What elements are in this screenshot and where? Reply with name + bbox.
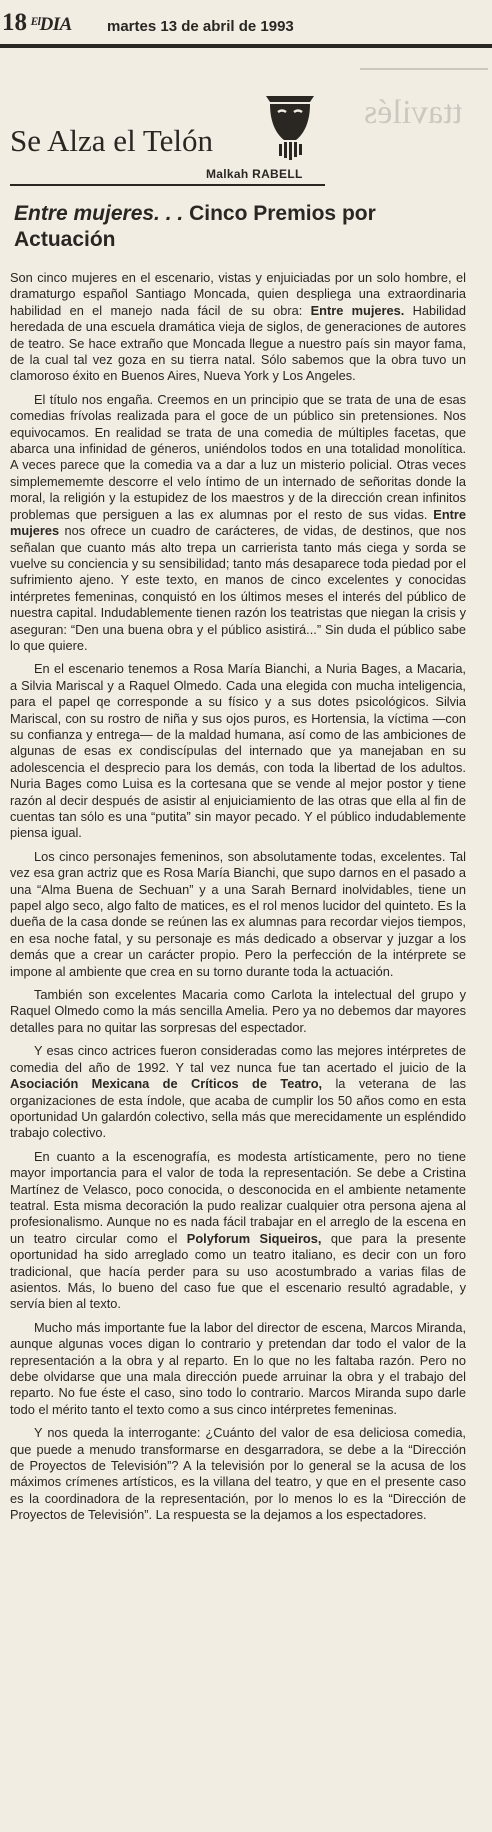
bold-text: Asociación Mexicana de Críticos de Teatro,: [10, 1076, 323, 1092]
column-title: Se Alza el Telón: [10, 123, 214, 158]
paragraph-text: También son excelentes Macaria como Carlota la intelectual del grupo y Raquel Olmedo como la más sencilla Amelia. Pero ya no debemos dar mayores detalles para no quitar las sorpresas del espectador.: [10, 987, 466, 1035]
paragraph-text: Mucho más importante fue la labor del director de escena, Marcos Miranda, aunque algunas voces digan lo contrario y pretendan dar todo el valor de la representación a la obra y al reparto. En lo que no les faltaba razón. Pero no debe olvidarse que una mala dirección puede arruinar la obra y el trabajo del reparto. No fue éste el caso, sino todo lo contrario. Marcos Miranda supo darle todo el mérito tanto el texto como a sus cinco intérpretes femeninas.: [10, 1319, 466, 1417]
article-paragraph: [10, 1043, 466, 1141]
paragraph-text: Y esas cinco actrices fueron consideradas como las mejores intérpretes de comedia del año de 1992. Y tal vez nunca fue tan acertado el juicio de la: [10, 1043, 466, 1075]
article-paragraph: [10, 849, 466, 980]
paragraph-text: la veterana de las organizaciones de esta índole, que acaba de cumplir los 50 años como en esta oportunidad Un galardón colectivo, sella más que merecidamente un espléndido trabajo colectivo.: [10, 1076, 466, 1141]
paragraph-text: En cuanto a la escenografía, es modesta artísticamente, pero no tiene mayor importancia para el valor de toda la representación. Se debe a Cristina Martínez de Velasco, poco conocida, o desconocida en el ambiente netamente teatral. Esta misma decoración la pudo realizar cualquier otra persona ajena al profesionalismo. Aunque no es nada fácil trabajar en el arreglo de la escena en un teatro circular como el: [10, 1148, 466, 1246]
paragraph-text: El título nos engaña. Creemos en un principio que se trata de una de esas comedias frívolas realizada para el goce de un público sin pretensiones. Nos equivocamos. En realidad se trata de una comedia de múltiples facetas, que abarca una infinidad de géneros, uniéndolos todos en una totalidad monolítica. A veces parece que la comedia va a dar a luz un misterio policial. Otras veces simplemememte descorre el velo íntimo de un internado de señoritas donde la moral, la religión y la estupidez de los maestros y de la dirección crean infinitos problemas que persiguen a las ex alumnas por el resto de sus vidas.: [10, 391, 466, 522]
paragraph-text: que para la presente oportunidad ha sido arreglado como un teatro italiano, es decir con un foro tradicional, que hacía perder para su uso acostumbrado a varias filas de asientos. Más, lo bueno del caso fue que el escenario resultó agradable, y servía bien al texto.: [10, 1230, 467, 1312]
article-paragraph: [10, 1425, 466, 1523]
masthead: [0, 0, 492, 48]
author-byline: Malkah RABELL: [206, 167, 303, 181]
headline-title: Entre mujeres. . .: [14, 202, 184, 225]
column-rule: [10, 184, 325, 186]
article-paragraph: [10, 987, 466, 1036]
newspaper-logo: ᴱˡDIA: [30, 14, 72, 35]
article-paragraph: [10, 1320, 466, 1418]
article-paragraph: [10, 661, 466, 841]
paragraph-text: Y nos queda la interrogante: ¿Cuánto del valor de esa deliciosa comedia, que puede a menudo transformarse en desgarradora, se debe a la “Dirección de Proyectos de Televisión”? A la televisión por lo general se la acusa de los máximos crímenes artísticos, es la villana del teatro, y que en el presente caso es la coordinadora de la representación, por lo menos lo es la “Dirección de Proyectos de Televisión”. La respuesta se la dejamos a los espectadores.: [10, 1425, 466, 1523]
article-paragraph: [10, 1149, 466, 1313]
bold-text: Entre mujeres: [10, 506, 466, 539]
article-body: [10, 270, 466, 1531]
paragraph-text: Los cinco personajes femeninos, son absolutamente todas, excelentes. Tal vez esa gran actriz que es Rosa María Bianchi, que supo darnos en el pasado a una “Alma Buena de Sechuan” y a una Sarah Bernard inolvidables, tiene un papel algo seco, algo falto de matices, es el rol menos lucidor del quinteto. Es la dueña de la casa donde se reúnen las ex alumnas para recordar viejos tiempos, en esa noche fatal, y su personaje es más dedicado a observar y juzgar a los demás que a crear un carácter propio. Pero la perfección de la intérprete se impone al ambiente que crea en su torno durante toda la actuación.: [10, 848, 466, 979]
paragraph-text: nos ofrece un cuadro de carácteres, de vidas, de destinos, que nos señalan que cuanto más alto trepa un carrierista tanto más ciega y sorda se vuelve su conciencia y su sensibilidad; tanto más desaparece toda piedad por el sufrimiento ajeno. Y este texto, en manos de cinco excelentes y conocidas intérpretes femeninas, conquistó en los últimos meses el interés del público de nuestra capital. Indudablemente tienen razón los teatristas que niegan la crisis y aseguran: “Den una buena obra y el público asistirá...” Sin duda el público sabe lo que quiere.: [10, 523, 466, 653]
bold-text: Polyforum Siqueiros,: [186, 1230, 322, 1246]
page-number: 18: [2, 9, 27, 36]
masthead-rule: [0, 44, 492, 48]
article-paragraph: [10, 270, 466, 385]
article-paragraph: [10, 392, 466, 655]
bleed-through-shadow: ttavilés: [360, 60, 492, 170]
bold-text: Entre mujeres.: [310, 302, 405, 318]
publication-date: martes 13 de abril de 1993: [107, 18, 294, 35]
article-headline: [14, 201, 454, 253]
theater-mask-icon: [260, 92, 320, 162]
paragraph-text: Habilidad heredada de una escuela dramática vieja de siglos, de generaciones de autores de teatro. Se hace extraño que Moncada llegue a nuestro país sin mayor fama, de la cual tal vez goza en su tierra natal. Sólo sabemos que la obra tuvo un clamoroso éxito en Buenos Aires, Nueva York y Los Angeles.: [10, 302, 466, 384]
paragraph-text: Son cinco mujeres en el escenario, vistas y enjuiciadas por un solo hombre, el dramaturgo español Santiago Moncada, quien despliega una extraordinaria habilidad en el manejo nada fácil de su obra:: [10, 270, 466, 318]
headline-subtitle: Cinco Premios por Actuación: [14, 202, 376, 251]
paragraph-text: En el escenario tenemos a Rosa María Bianchi, a Nuria Bages, a Macaria, a Silvia Mariscal y a Raquel Olmedo. Cada una elegida con mucha inteligencia, para el papel qe corresponde a su físico y a sus dotes psicológicos. Silvia Mariscal, con su rostro de niña y sus ojos puros, es Hortensia, la víctima —con su confianza y entrega— de la maldad humana, así como de las ambiciones de algunas de esas ex condiscípulas del internado que ya manejaban en su adolescencia el desprecio para los demás, con toda la libertad de los adultos. Nuria Bages como Luisa es la cortesana que se vende al mejor postor y tiene razón al decir después de asistir al enjuiciamiento de las otras que ella al fin de cuentas tan sólo es una “putita” sin mayor pecado. Y el público indudablemente piensa igual.: [10, 661, 466, 841]
